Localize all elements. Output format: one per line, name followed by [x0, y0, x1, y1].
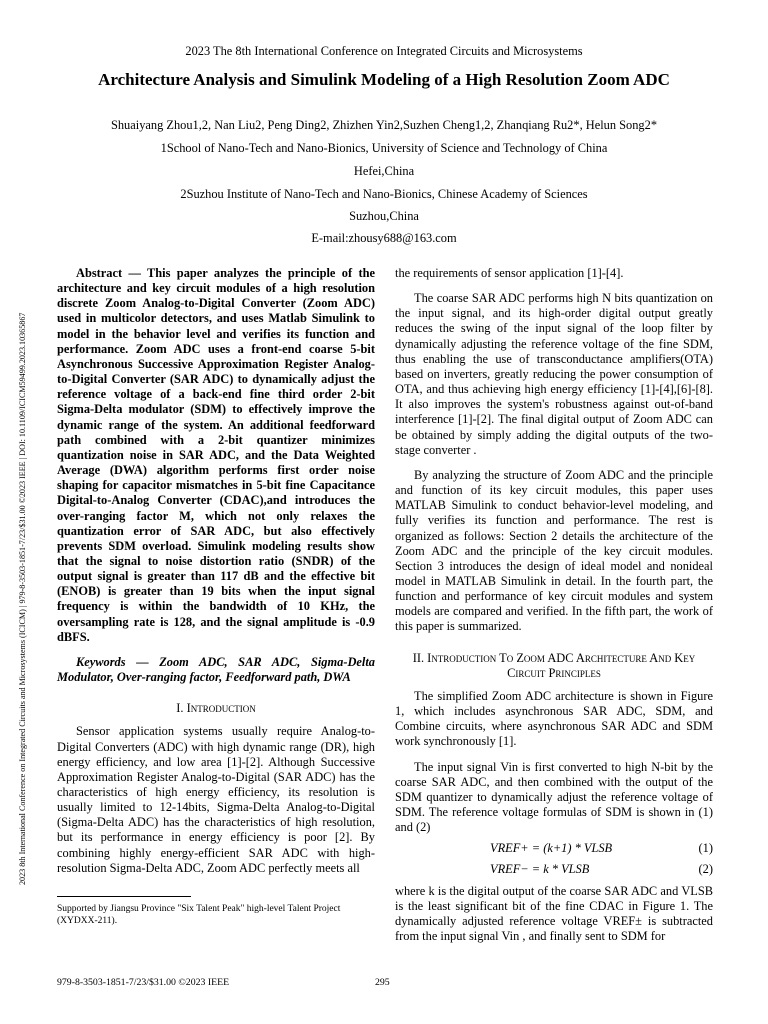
affiliation-1: 1School of Nano-Tech and Nano-Bionics, University of Science and Technology of China — [160, 141, 608, 155]
doi-sidebar — [11, 145, 25, 885]
left-column — [57, 266, 375, 886]
paper-title: Architecture Analysis and Simulink Modeling of a High Resolution Zoom ADC — [98, 70, 670, 89]
doi-sidebar-text: 2023 8th International Conference on Integrated Circuits and Microsystems (ICICM) | 979-8-3503-1851-7/23/$31.00 ©2023 IEEE | DOI: 10.1109/ICICM59499.2023.10365867 — [18, 312, 27, 885]
paragraph-architecture: The simplified Zoom ADC architecture is shown in Figure 1, which includes asynchronous SAR ADC, SDM, and Combine circuits, where asynchronous SAR ADC and SDM work synchronously [1]. — [395, 688, 713, 749]
paragraph-reference-voltage: where k is the digital output of the coarse SAR ADC and VLSB is the least significant bit of the fine CDAC in Figure 1. The dynamically adjusted reference voltage VREF± is subtracted from the input signal Vin , and finally sent to SDM for — [395, 883, 713, 944]
keywords: Keywords — Zoom ADC, SAR ADC, Sigma-Delta Modulator, Over-ranging factor, Feedforward path, DWA — [57, 654, 375, 685]
section-heading-introduction: I. Introduction — [176, 701, 256, 716]
right-column — [395, 266, 713, 954]
equation-1 — [395, 841, 713, 856]
footer-copyright: 979-8-3503-1851-7/23/$31.00 ©2023 IEEE — [57, 977, 230, 988]
footnote-divider — [57, 896, 191, 897]
city-1: Hefei,China — [353, 164, 415, 178]
abstract: Abstract — This paper analyzes the principle of the architecture and key circuit modules of a high resolution discrete Zoom Analog-to-Digital Converter (Zoom ADC) used in multicolor detectors, and uses Matlab Simulink to model in the behavior level and verifies its function and performance. Zoom ADC uses a front-end coarse 5-bit Asynchronous Successive Approximation Register Analog-to-Digital Converter (SAR ADC) to dynamically adjust the reference voltage of a back-end fine third order 2-bit Sigma-Delta modulator (SDM) to effectively improve the dynamic range of the system. An additional feedforward path combined with a 2-bit quantizer minimizes quantization noise in SAR ADC, and the Data Weighted Average (DWA) algorithm performs first order noise shaping for capacitor mismatches in 5-bit fine Capacitance Digital-to-Analog Converter (CDAC),and introduces the over-ranging factor M, which not only relaxes the quantization error of SAR ADC, but also effectively prevents SDM overload. Simulink modeling results show that the signal to noise distortion ratio (SNDR) of the output signal is greater than 117 dB and the effective bit (ENOB) is greater than 19 bits when the input signal frequency is within the bandwidth of 10 KHz, the oversampling rate is 128, and the signal amplitude is -0.9 dBFS. — [57, 266, 375, 644]
paragraph-organization: By analyzing the structure of Zoom ADC and the principle and function of its key circuit modules, this paper uses MATLAB Simulink to conduct behavior-level modeling, and fully verifies its function and performance. The rest is organized as follows: Section 2 details the architecture of the Zoom ADC and the principle of the key circuit modules. Section 3 introduces the design of ideal model and nonideal model in MATLAB Simulink in detail. In the fourth part, the function and performance of key circuit modules and system models are compared and verified. In the fifth part, the work of this paper is summarized. — [395, 467, 713, 634]
equation-1-body: VREF+ = (k+1) * VLSB — [490, 841, 613, 856]
page-number: 295 — [375, 977, 390, 988]
conference-name: 2023 The 8th International Conference on Integrated Circuits and Microsystems — [185, 44, 583, 58]
city-2: Suzhou,China — [349, 209, 419, 223]
paragraph-input-signal: The input signal Vin is first converted to high N-bit by the coarse SAR ADC, and then combined with the output of the SDM quantizer to dynamically adjust the reference voltage of SDM. The reference voltage formulas of SDM is shown in (1) and (2) — [395, 759, 713, 835]
author-list: Shuaiyang Zhou1,2, Nan Liu2, Peng Ding2, Zhizhen Yin2,Suzhen Cheng1,2, Zhanqiang Ru2*, Helun Song2* — [110, 118, 658, 132]
paragraph-coarse-sar: The coarse SAR ADC performs high N bits quantization on the input signal, and its high-order digital output greatly reduces the swing of the input signal of the loop filter by dynamically adjusting the reference voltage of the fine SDM, thus enabling the use of transconductance amplifiers(OTA) based on inverters, greatly reducing the power consumption of OTA, and thus achieving high energy efficiency [1]-[4],[6]-[8]. It also improves the system's robustness against out-of-band interference [1]-[2]. The final digital output of Zoom ADC can be obtained by simply adding the digital outputs of the two-stage converter . — [395, 291, 713, 457]
equation-1-number: (1) — [698, 841, 713, 856]
equation-2-body: VREF− = k * VLSB — [490, 862, 590, 877]
equation-2-number: (2) — [698, 862, 713, 877]
section-heading-architecture: II. Introduction To Zoom ADC Architecture And Key Circuit Principles — [412, 650, 696, 680]
affiliation-2: 2Suzhou Institute of Nano-Tech and Nano-Bionics, Chinese Academy of Sciences — [180, 187, 588, 201]
paragraph-continued: the requirements of sensor application [1]-[4]. — [395, 266, 624, 280]
equation-2 — [395, 862, 713, 877]
introduction-paragraph: Sensor application systems usually require Analog-to-Digital Converters (ADC) with high dynamic range (DR), high energy efficiency, and low area [1]-[2]. Although Successive Approximation Register Analog-to-Digital (SAR ADC) has the characteristics of high energy efficiency, its resolution is usually limited to 12-14bits, Sigma-Delta Analog-to-Digital (Sigma-Delta ADC) has the characteristics of high resolution, but its performance in energy efficiency is poor [2]. By combining highly energy-efficient SAR ADC with high-resolution Sigma-Delta ADC, Zoom ADC perfectly meets all — [57, 724, 375, 875]
footnote: Supported by Jiangsu Province "Six Talent Peak" high-level Talent Project (XYDXX-211). — [57, 904, 341, 926]
email: E-mail:zhousy688@163.com — [311, 231, 457, 245]
